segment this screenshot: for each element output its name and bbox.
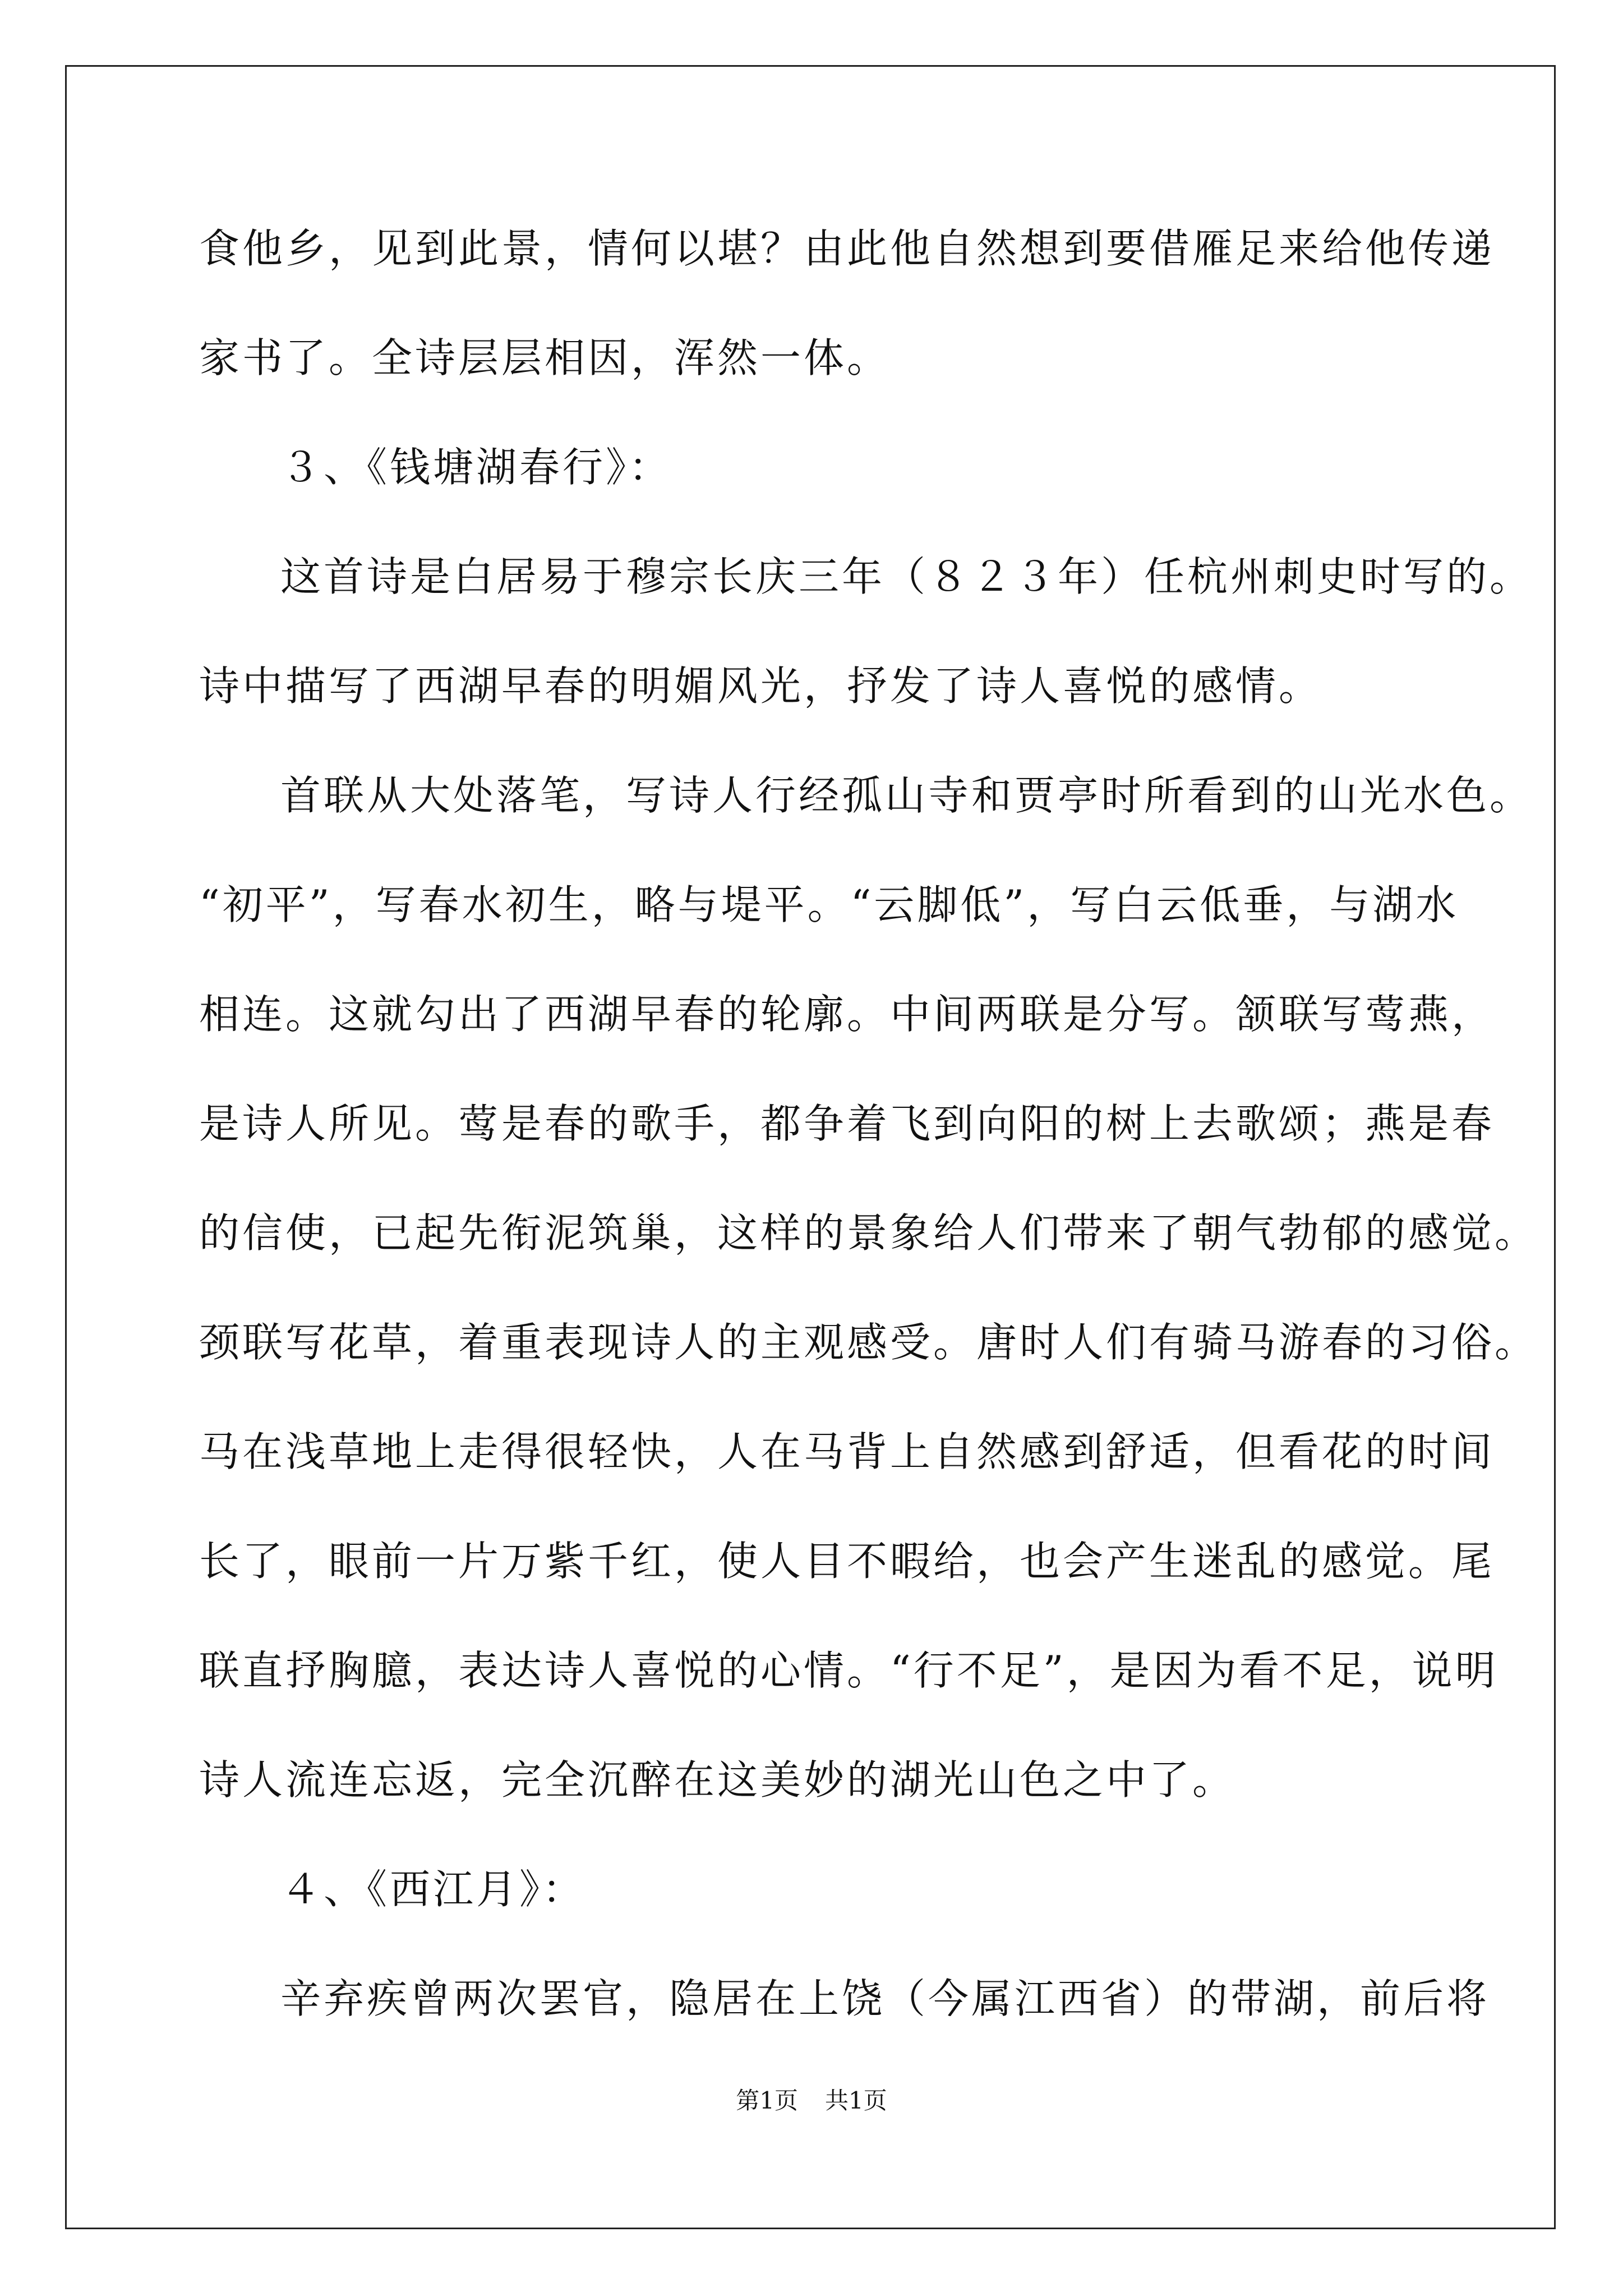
text-line: 长了，眼前一片万紫千红，使人目不暇给，也会产生迷乱的感觉。尾 [199, 1538, 1495, 1585]
page-total: 共1页 [825, 2087, 887, 2114]
text-line: 的信使，已起先衔泥筑巢，这样的景象给人们带来了朝气勃郁的感觉。 [199, 1209, 1538, 1257]
page-number: 第1页 [736, 2087, 798, 2114]
text-line: 联直抒胸臆，表达诗人喜悦的心情。“行不足”，是因为看不足，说明 [199, 1647, 1498, 1694]
text-line: 这首诗是白居易于穆宗长庆三年（８２３年）任杭州刺史时写的。 [280, 553, 1533, 600]
text-line: 马在浅草地上走得很轻快，人在马背上自然感到舒适，但看花的时间 [199, 1428, 1495, 1475]
text-line: 颈联写花草，着重表现诗人的主观感受。唐时人们有骑马游春的习俗。 [199, 1319, 1538, 1366]
text-line: 食他乡，见到此景，情何以堪？由此他自然想到要借雁足来给他传递 [199, 225, 1495, 272]
text-line: 相连。这就勾出了西湖早春的轮廓。中间两联是分写。颔联写莺燕， [199, 991, 1495, 1038]
page-footer [0, 2084, 1623, 2118]
text-line: 诗中描写了西湖早春的明媚风光，抒发了诗人喜悦的感情。 [199, 662, 1322, 710]
text-line: 家书了。全诗层层相因，浑然一体。 [199, 334, 891, 381]
text-line: 首联从大处落笔，写诗人行经孤山寺和贾亭时所看到的山光水色。 [280, 772, 1533, 819]
section-heading: ３、《钱塘湖春行》： [280, 444, 672, 491]
text-line: 是诗人所见。莺是春的歌手，都争着飞到向阳的树上去歌颂；燕是春 [199, 1100, 1495, 1147]
text-line: “初平”，写春水初生，略与堤平。“云脚低”，写白云低垂，与湖水 [199, 881, 1459, 928]
text-line: 辛弃疾曾两次罢官，隐居在上饶（今属江西省）的带湖，前后将 [280, 1975, 1490, 2022]
text-line: 诗人流连忘返，完全沉醉在这美妙的湖光山色之中了。 [199, 1756, 1236, 1803]
section-heading: ４、《西江月》： [280, 1866, 586, 1913]
